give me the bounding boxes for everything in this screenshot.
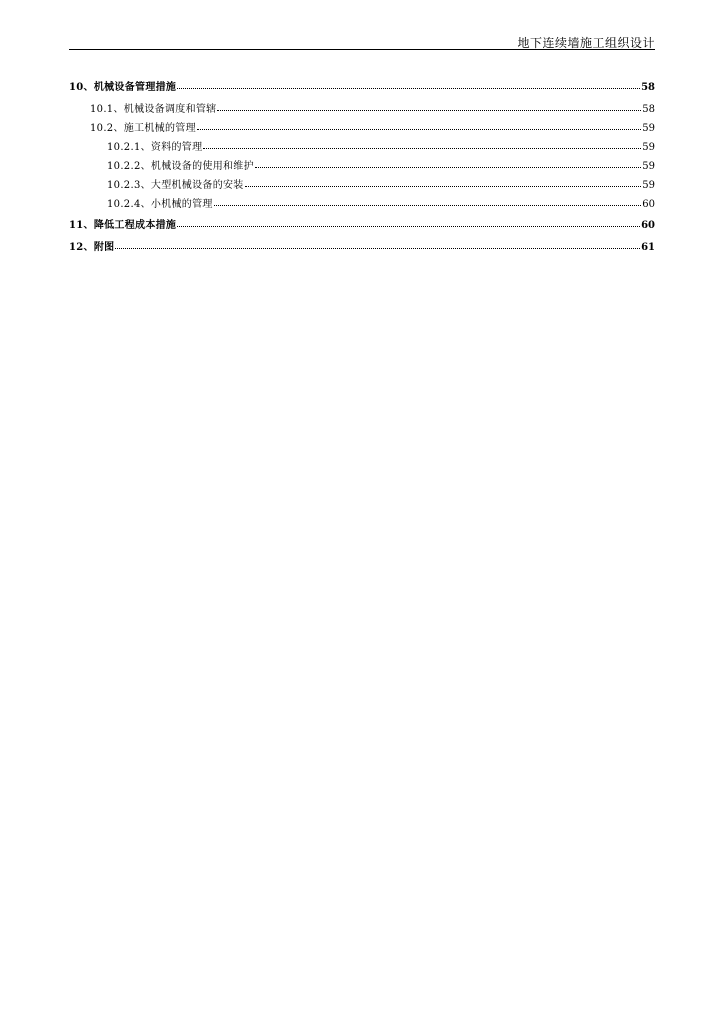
- toc-entry[interactable]: [69, 140, 655, 152]
- toc-entry-page: 59: [642, 180, 655, 191]
- toc-leader-dots: [177, 218, 640, 228]
- toc-entry-label: 11、降低工程成本措施: [69, 220, 177, 231]
- toc-leader-dots: [203, 140, 641, 150]
- toc-entry-page: 58: [641, 82, 655, 93]
- toc-entry-page: 60: [641, 220, 655, 231]
- toc-entry-label: 10.2.1、资料的管理: [107, 142, 203, 153]
- toc-entry-page: 59: [642, 142, 655, 153]
- toc-entry-label: 10.2、施工机械的管理: [90, 123, 196, 134]
- toc-entry[interactable]: [69, 197, 655, 209]
- toc-leader-dots: [197, 121, 641, 131]
- toc-entry[interactable]: [69, 218, 655, 230]
- toc-entry-page: 60: [642, 199, 655, 210]
- toc-entry-label: 12、附图: [69, 242, 115, 253]
- table-of-contents: [69, 80, 655, 262]
- toc-entry-page: 59: [642, 161, 655, 172]
- toc-entry-page: 59: [642, 123, 655, 134]
- toc-entry-label: 10.1、机械设备调度和管辖: [90, 104, 217, 115]
- toc-entry[interactable]: [69, 240, 655, 252]
- toc-entry-label: 10.2.3、大型机械设备的安装: [107, 180, 244, 191]
- toc-entry[interactable]: [69, 159, 655, 171]
- toc-entry[interactable]: [69, 121, 655, 133]
- toc-entry-label: 10.2.4、小机械的管理: [107, 199, 213, 210]
- toc-leader-dots: [115, 240, 640, 250]
- toc-entry[interactable]: [69, 80, 655, 92]
- toc-leader-dots: [255, 159, 641, 169]
- toc-entry-page: 58: [642, 104, 655, 115]
- toc-entry-label: 10、机械设备管理措施: [69, 82, 177, 93]
- toc-leader-dots: [245, 178, 642, 188]
- toc-entry-page: 61: [641, 242, 655, 253]
- toc-leader-dots: [177, 80, 640, 90]
- toc-leader-dots: [217, 102, 641, 112]
- toc-entry[interactable]: [69, 178, 655, 190]
- toc-leader-dots: [214, 197, 642, 207]
- toc-entry-label: 10.2.2、机械设备的使用和维护: [107, 161, 254, 172]
- header-title: 地下连续墙施工组织设计: [517, 36, 655, 50]
- toc-entry[interactable]: [69, 102, 655, 114]
- page-header: [69, 32, 655, 50]
